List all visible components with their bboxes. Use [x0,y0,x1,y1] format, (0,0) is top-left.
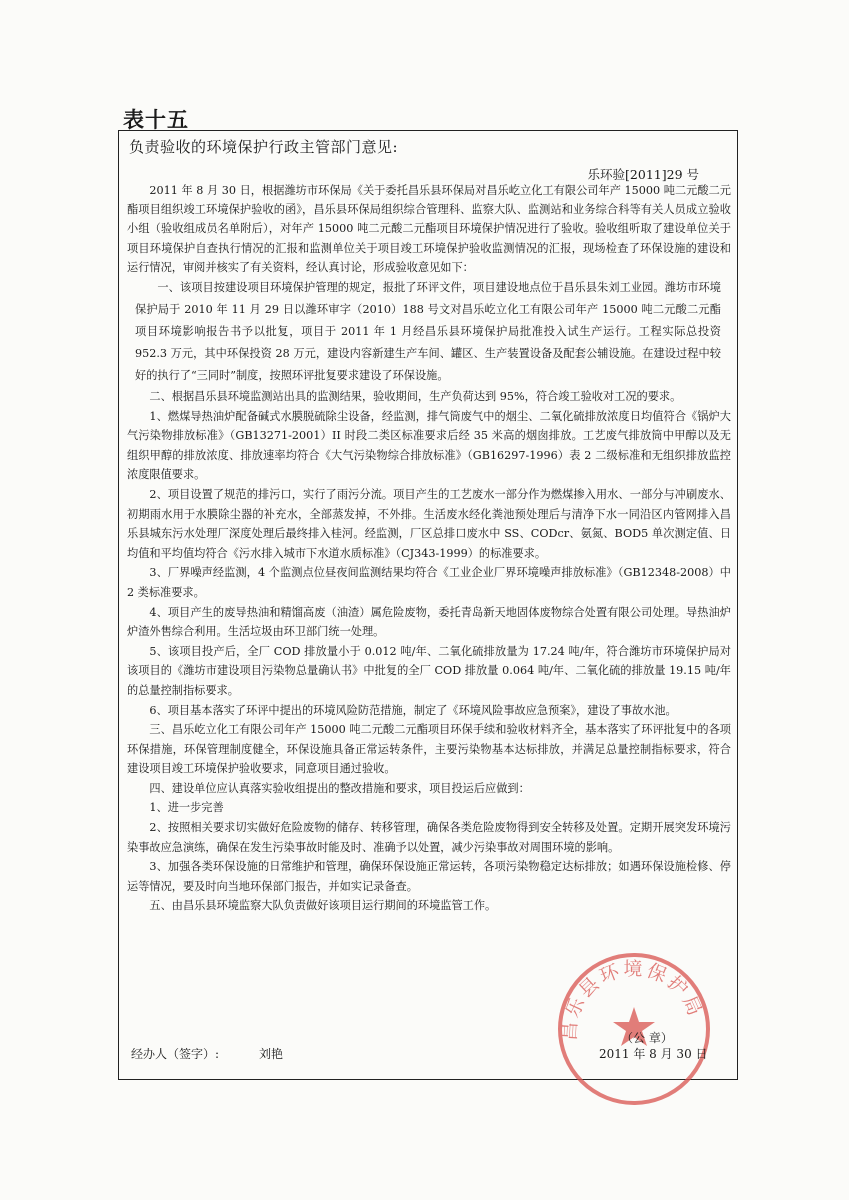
opinion-body [127,181,731,916]
seal-text: 昌乐县环境保护局 [558,958,707,1042]
paragraph-item-2-5: 5、该项目投产后，全厂 COD 排放量小于 0.012 吨/年、二氧化硫排放量为 17.24 吨/年，符合潍坊市环境保护局对该项目的《潍坊市建设项目污染物总量确认书》中批复的全厂 COD 排放量 0.064 吨/年、二氧化硫的排放量 19.15 吨/年的总量控制指标要求。 [127,644,731,697]
opinion-frame [118,130,738,1080]
paragraph-section-4: 四、建设单位应认真落实验收组提出的整改措施和要求，项目投运后应做到： [149,781,530,795]
section-heading: 负责验收的环境保护行政主管部门意见: [129,138,399,156]
paragraph-item-2-2: 2、项目设置了规范的排污口，实行了雨污分流。项目产生的工艺废水一部分作为燃煤掺入用水、一部分与冲刷废水、初期雨水用于水膜除尘器的补充水，全部蒸发掉，不外排。生活废水经化粪池预处理后与清净下水一同沿区内管网排入昌乐县城东污水处理厂深度处理后最终排入桂河。经监测，厂区总排口废水中 SS、CODcr、氨氮、BOD5 单次测定值、日均值和平均值均符合《污水排入城市下水道水质标准》（CJ343-1999）的标准要求。 [127,487,731,560]
signer-label: 经办人（签字）: [131,1047,220,1061]
paragraph-item-2-4: 4、项目产生的废导热油和精馏高废（油渣）属危险废物，委托青岛新天地固体废物综合处置有限公司处理。导热油炉炉渣外售综合利用。生活垃圾由环卫部门统一处理。 [127,605,731,639]
paragraph-section-3: 三、昌乐屹立化工有限公司年产 15000 吨二元酸二元酯项目环保手续和验收材料齐全，基本落实了环评批复中的各项环保措施，环保管理制度健全，环保设施具备正常运转条件，主要污染物基本达标排放，并满足总量控制指标要求，符合建设项目竣工环境保护验收要求，同意项目通过验收。 [127,723,731,776]
paragraph-intro: 2011 年 8 月 30 日，根据潍坊市环保局《关于委托昌乐县环保局对昌乐屹立化工有限公司年产 15000 吨二元酸二元酯项目组织竣工环境保护验收的函》，昌乐县环保局组织综合管理科、监察大队、监测站和业务综合科等有关人员成立验收小组（验收组成员名单附后），对年产 15000 吨二元酸二元酯项目环境保护情况进行了验收。验收组听取了建设单位关于项目环境保护自查执行情况的汇报和监测单位关于项目竣工环境保护验收监测情况的汇报，现场检查了环保设施的建设和运行情况，审阅并核实了有关资料，经认真讨论，形成验收意见如下： [127,184,731,274]
paragraph-item-4-1: 1、进一步完善 [149,801,224,815]
paragraph-item-4-2: 2、按照相关要求切实做好危险废物的储存、转移管理，确保各类危险废物得到安全转移及处置。定期开展突发环境污染事故应急演练，确保在发生污染事故时能及时、准确予以处置，减少污染事故对周围环境的影响。 [127,821,731,854]
paragraph-item-2-1: 1、燃煤导热油炉配备碱式水膜脱硫除尘设备，经监测，排气筒废气中的烟尘、二氧化硫排放浓度日均值符合《锅炉大气污染物排放标准》（GB13271-2001）II 时段二类区标准要求后经 35 米高的烟囱排放。工艺废气排放筒中甲醇以及无组织甲醇的排放浓度、排放速率均符合《大气污染物综合排放标准》（GB16297-1996）表 2 二级标准和无组织排放监控浓度限值要求。 [127,409,731,482]
paragraph-item-2-6: 6、项目基本落实了环评中提出的环境风险防范措施，制定了《环境风险事故应急预案》，建设了事故水池。 [149,703,677,717]
seal-date: 2011 年 8 月 30 日 [599,1047,708,1061]
paragraph-item-4-3: 3、加强各类环保设施的日常维护和管理，确保环保设施正常运转，各项污染物稳定达标排放；如遇环保设施检修、停运等情况，要及时向当地环保部门报告，并如实记录备查。 [127,860,731,893]
paragraph-section-2: 二、根据昌乐县环境监测站出具的监测结果，验收期间，生产负荷达到 95%，符合竣工验收对工况的要求。 [149,390,682,404]
paragraph-item-2-3: 3、厂界噪声经监测，4 个监测点位昼夜间监测结果均符合《工业企业厂界环境噪声排放标准》（GB12348-2008）中 2 类标准要求。 [127,566,731,599]
paragraph-section-5: 五、由昌乐县环境监察大队负责做好该项目运行期间的环境监管工作。 [149,899,497,913]
seal-label: （公 章） [621,1031,673,1045]
signer-name: 刘艳 [259,1047,284,1061]
signer-block [131,1045,283,1062]
document-number: 乐环验[2011]29 号 [587,167,699,182]
table-title: 表十五 [123,107,189,132]
paragraph-section-1: 一、该项目按建设项目环境保护管理的规定，报批了环评文件，项目建设地点位于昌乐县朱刘工业园。潍坊市环境保护局于 2010 年 11 月 29 日以潍环审字（2010）188 号文对昌乐屹立化工有限公司年产 15000 吨二元酸二元酯项目环境影响报告书予以批复，项目于 2011 年 1 月经昌乐县环境保护局批准投入试生产运行。工程实际总投资 952.3 万元，其中环保投资 28 万元，建设内容新建生产车间、罐区、生产装置设备及配套公辅设施。在建设过程中较好的执行了“三同时”制度，按照环评批复要求建设了环保设施。 [135,281,721,383]
